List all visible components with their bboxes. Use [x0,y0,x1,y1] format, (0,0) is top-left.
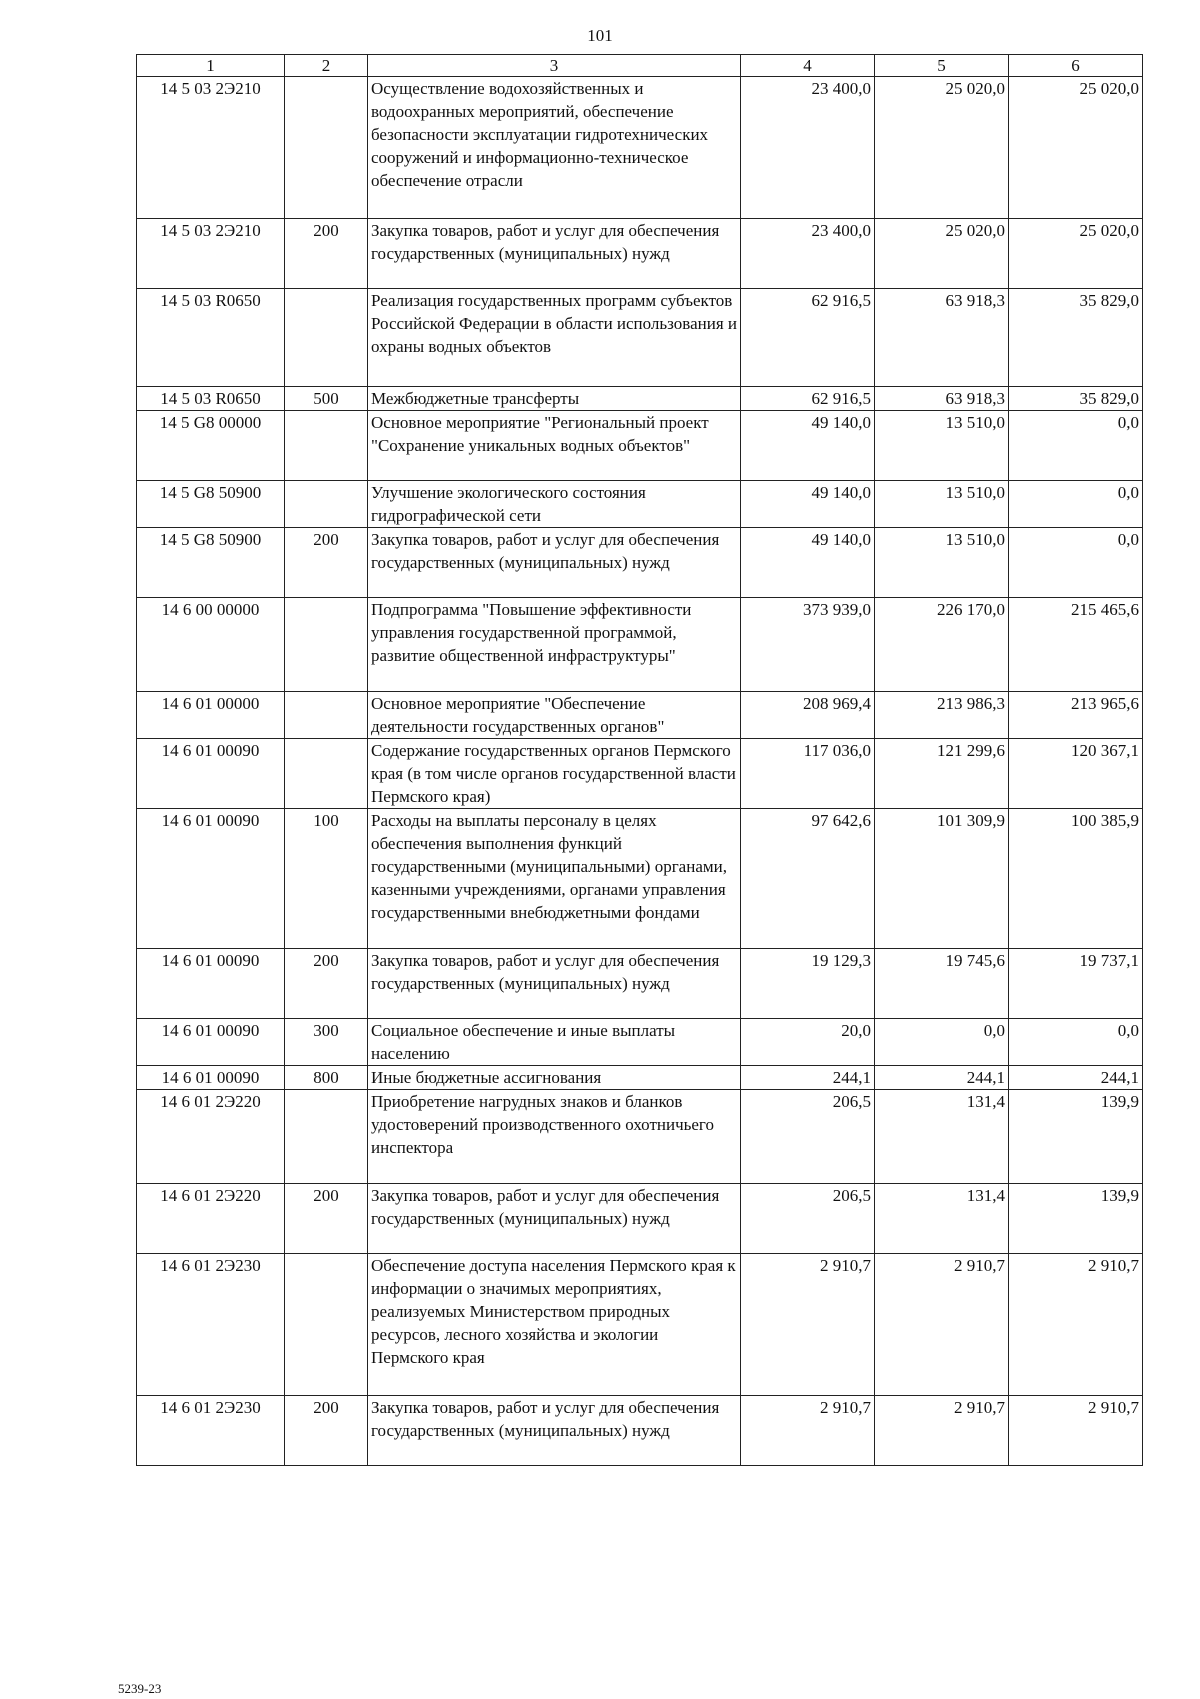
item-name: Межбюджетные трансферты [368,387,741,411]
column-header-row [137,55,1143,77]
expense-type-code: 200 [285,949,368,1019]
table-row [137,481,1143,528]
table-row [137,809,1143,949]
amount-column-6: 35 829,0 [1009,289,1143,387]
amount-column-6: 35 829,0 [1009,387,1143,411]
expense-type-code [285,598,368,692]
item-name: Подпрограмма "Повышение эффективности управления государственной программой, развитие общественной инфраструктуры" [368,598,741,692]
budget-classification-code: 14 6 01 00090 [137,1066,285,1090]
document-code: 5239-23 [118,1681,162,1696]
amount-column-6: 19 737,1 [1009,949,1143,1019]
amount-column-4: 23 400,0 [741,219,875,289]
amount-column-4: 19 129,3 [741,949,875,1019]
amount-column-6: 25 020,0 [1009,77,1143,219]
amount-column-5: 13 510,0 [875,411,1009,481]
amount-column-5: 63 918,3 [875,387,1009,411]
item-name: Социальное обеспечение и иные выплаты населению [368,1019,741,1066]
item-name: Содержание государственных органов Пермского края (в том числе органов государственной власти Пермского края) [368,739,741,809]
amount-column-6: 25 020,0 [1009,219,1143,289]
table-row [137,1066,1143,1090]
amount-column-6: 215 465,6 [1009,598,1143,692]
expense-type-code [285,77,368,219]
amount-column-4: 49 140,0 [741,411,875,481]
expense-type-code: 500 [285,387,368,411]
amount-column-6: 0,0 [1009,411,1143,481]
expense-type-code: 100 [285,809,368,949]
item-name: Осуществление водохозяйственных и водоохранных мероприятий, обеспечение безопасности эксплуатации гидротехнических сооружений и информационно-техническое обеспечение отрасли [368,77,741,219]
column-header: 1 [137,55,285,77]
table-row [137,1396,1143,1466]
amount-column-4: 2 910,7 [741,1396,875,1466]
budget-classification-code: 14 6 01 2Э230 [137,1396,285,1466]
amount-column-5: 13 510,0 [875,528,1009,598]
table-row [137,692,1143,739]
amount-column-6: 2 910,7 [1009,1396,1143,1466]
amount-column-6: 139,9 [1009,1184,1143,1254]
table-row [137,219,1143,289]
page-number: 101 [587,26,613,45]
amount-column-5: 101 309,9 [875,809,1009,949]
table-row [137,387,1143,411]
budget-classification-code: 14 6 01 00090 [137,949,285,1019]
budget-classification-code: 14 5 G8 50900 [137,528,285,598]
amount-column-5: 2 910,7 [875,1396,1009,1466]
budget-classification-code: 14 6 01 2Э220 [137,1090,285,1184]
amount-column-4: 62 916,5 [741,387,875,411]
expense-type-code: 200 [285,219,368,289]
budget-classification-code: 14 5 03 R0650 [137,289,285,387]
expense-type-code: 300 [285,1019,368,1066]
budget-classification-code: 14 5 03 R0650 [137,387,285,411]
item-name: Закупка товаров, работ и услуг для обеспечения государственных (муниципальных) нужд [368,1396,741,1466]
amount-column-4: 208 969,4 [741,692,875,739]
expense-type-code [285,692,368,739]
amount-column-5: 19 745,6 [875,949,1009,1019]
column-header: 5 [875,55,1009,77]
budget-classification-code: 14 5 G8 50900 [137,481,285,528]
expense-type-code: 200 [285,1396,368,1466]
expense-type-code [285,1090,368,1184]
amount-column-5: 121 299,6 [875,739,1009,809]
amount-column-5: 25 020,0 [875,219,1009,289]
item-name: Закупка товаров, работ и услуг для обеспечения государственных (муниципальных) нужд [368,1184,741,1254]
amount-column-4: 373 939,0 [741,598,875,692]
item-name: Приобретение нагрудных знаков и бланков удостоверений производственного охотничьего инспектора [368,1090,741,1184]
budget-classification-code: 14 6 01 00090 [137,809,285,949]
amount-column-5: 13 510,0 [875,481,1009,528]
amount-column-4: 2 910,7 [741,1254,875,1396]
table-body [137,77,1143,1466]
amount-column-6: 0,0 [1009,481,1143,528]
amount-column-6: 100 385,9 [1009,809,1143,949]
item-name: Улучшение экологического состояния гидрографической сети [368,481,741,528]
table-row [137,411,1143,481]
expense-type-code [285,289,368,387]
table-row [137,1019,1143,1066]
expense-type-code: 200 [285,1184,368,1254]
budget-classification-code: 14 6 01 00090 [137,1019,285,1066]
budget-table [136,54,1143,1466]
expense-type-code [285,739,368,809]
amount-column-6: 0,0 [1009,1019,1143,1066]
amount-column-5: 131,4 [875,1184,1009,1254]
item-name: Закупка товаров, работ и услуг для обеспечения государственных (муниципальных) нужд [368,949,741,1019]
item-name: Закупка товаров, работ и услуг для обеспечения государственных (муниципальных) нужд [368,219,741,289]
amount-column-4: 244,1 [741,1066,875,1090]
amount-column-6: 2 910,7 [1009,1254,1143,1396]
budget-classification-code: 14 6 01 2Э220 [137,1184,285,1254]
column-header: 3 [368,55,741,77]
expense-type-code: 200 [285,528,368,598]
amount-column-5: 25 020,0 [875,77,1009,219]
item-name: Основное мероприятие "Обеспечение деятельности государственных органов" [368,692,741,739]
item-name: Иные бюджетные ассигнования [368,1066,741,1090]
budget-classification-code: 14 6 01 00090 [137,739,285,809]
amount-column-4: 49 140,0 [741,481,875,528]
table-row [137,1254,1143,1396]
amount-column-4: 20,0 [741,1019,875,1066]
table-row [137,739,1143,809]
amount-column-4: 62 916,5 [741,289,875,387]
amount-column-6: 120 367,1 [1009,739,1143,809]
amount-column-5: 131,4 [875,1090,1009,1184]
table-row [137,598,1143,692]
amount-column-4: 206,5 [741,1090,875,1184]
expense-type-code [285,411,368,481]
budget-classification-code: 14 6 00 00000 [137,598,285,692]
amount-column-4: 97 642,6 [741,809,875,949]
table-row [137,1184,1143,1254]
amount-column-5: 2 910,7 [875,1254,1009,1396]
budget-classification-code: 14 6 01 2Э230 [137,1254,285,1396]
expense-type-code [285,1254,368,1396]
table-row [137,528,1143,598]
item-name: Основное мероприятие "Региональный проект "Сохранение уникальных водных объектов" [368,411,741,481]
amount-column-4: 23 400,0 [741,77,875,219]
expense-type-code [285,481,368,528]
amount-column-5: 244,1 [875,1066,1009,1090]
budget-classification-code: 14 5 03 2Э210 [137,219,285,289]
column-header: 4 [741,55,875,77]
budget-classification-code: 14 5 03 2Э210 [137,77,285,219]
amount-column-6: 244,1 [1009,1066,1143,1090]
amount-column-6: 213 965,6 [1009,692,1143,739]
amount-column-5: 0,0 [875,1019,1009,1066]
table-row [137,949,1143,1019]
table-row [137,289,1143,387]
item-name: Обеспечение доступа населения Пермского края к информации о значимых мероприятиях, реализуемых Министерством природных ресурсов, лесного хозяйства и экологии Пермского края [368,1254,741,1396]
item-name: Закупка товаров, работ и услуг для обеспечения государственных (муниципальных) нужд [368,528,741,598]
item-name: Расходы на выплаты персоналу в целях обеспечения выполнения функций государственными (муниципальными) органами, казенными учреждениями, органами управления государственными внебюджетными фондами [368,809,741,949]
amount-column-4: 206,5 [741,1184,875,1254]
table-row [137,1090,1143,1184]
expense-type-code: 800 [285,1066,368,1090]
amount-column-4: 49 140,0 [741,528,875,598]
amount-column-5: 63 918,3 [875,289,1009,387]
amount-column-6: 0,0 [1009,528,1143,598]
amount-column-5: 226 170,0 [875,598,1009,692]
column-header: 6 [1009,55,1143,77]
amount-column-5: 213 986,3 [875,692,1009,739]
amount-column-4: 117 036,0 [741,739,875,809]
budget-classification-code: 14 6 01 00000 [137,692,285,739]
budget-classification-code: 14 5 G8 00000 [137,411,285,481]
item-name: Реализация государственных программ субъектов Российской Федерации в области использования и охраны водных объектов [368,289,741,387]
amount-column-6: 139,9 [1009,1090,1143,1184]
column-header: 2 [285,55,368,77]
table-row [137,77,1143,219]
